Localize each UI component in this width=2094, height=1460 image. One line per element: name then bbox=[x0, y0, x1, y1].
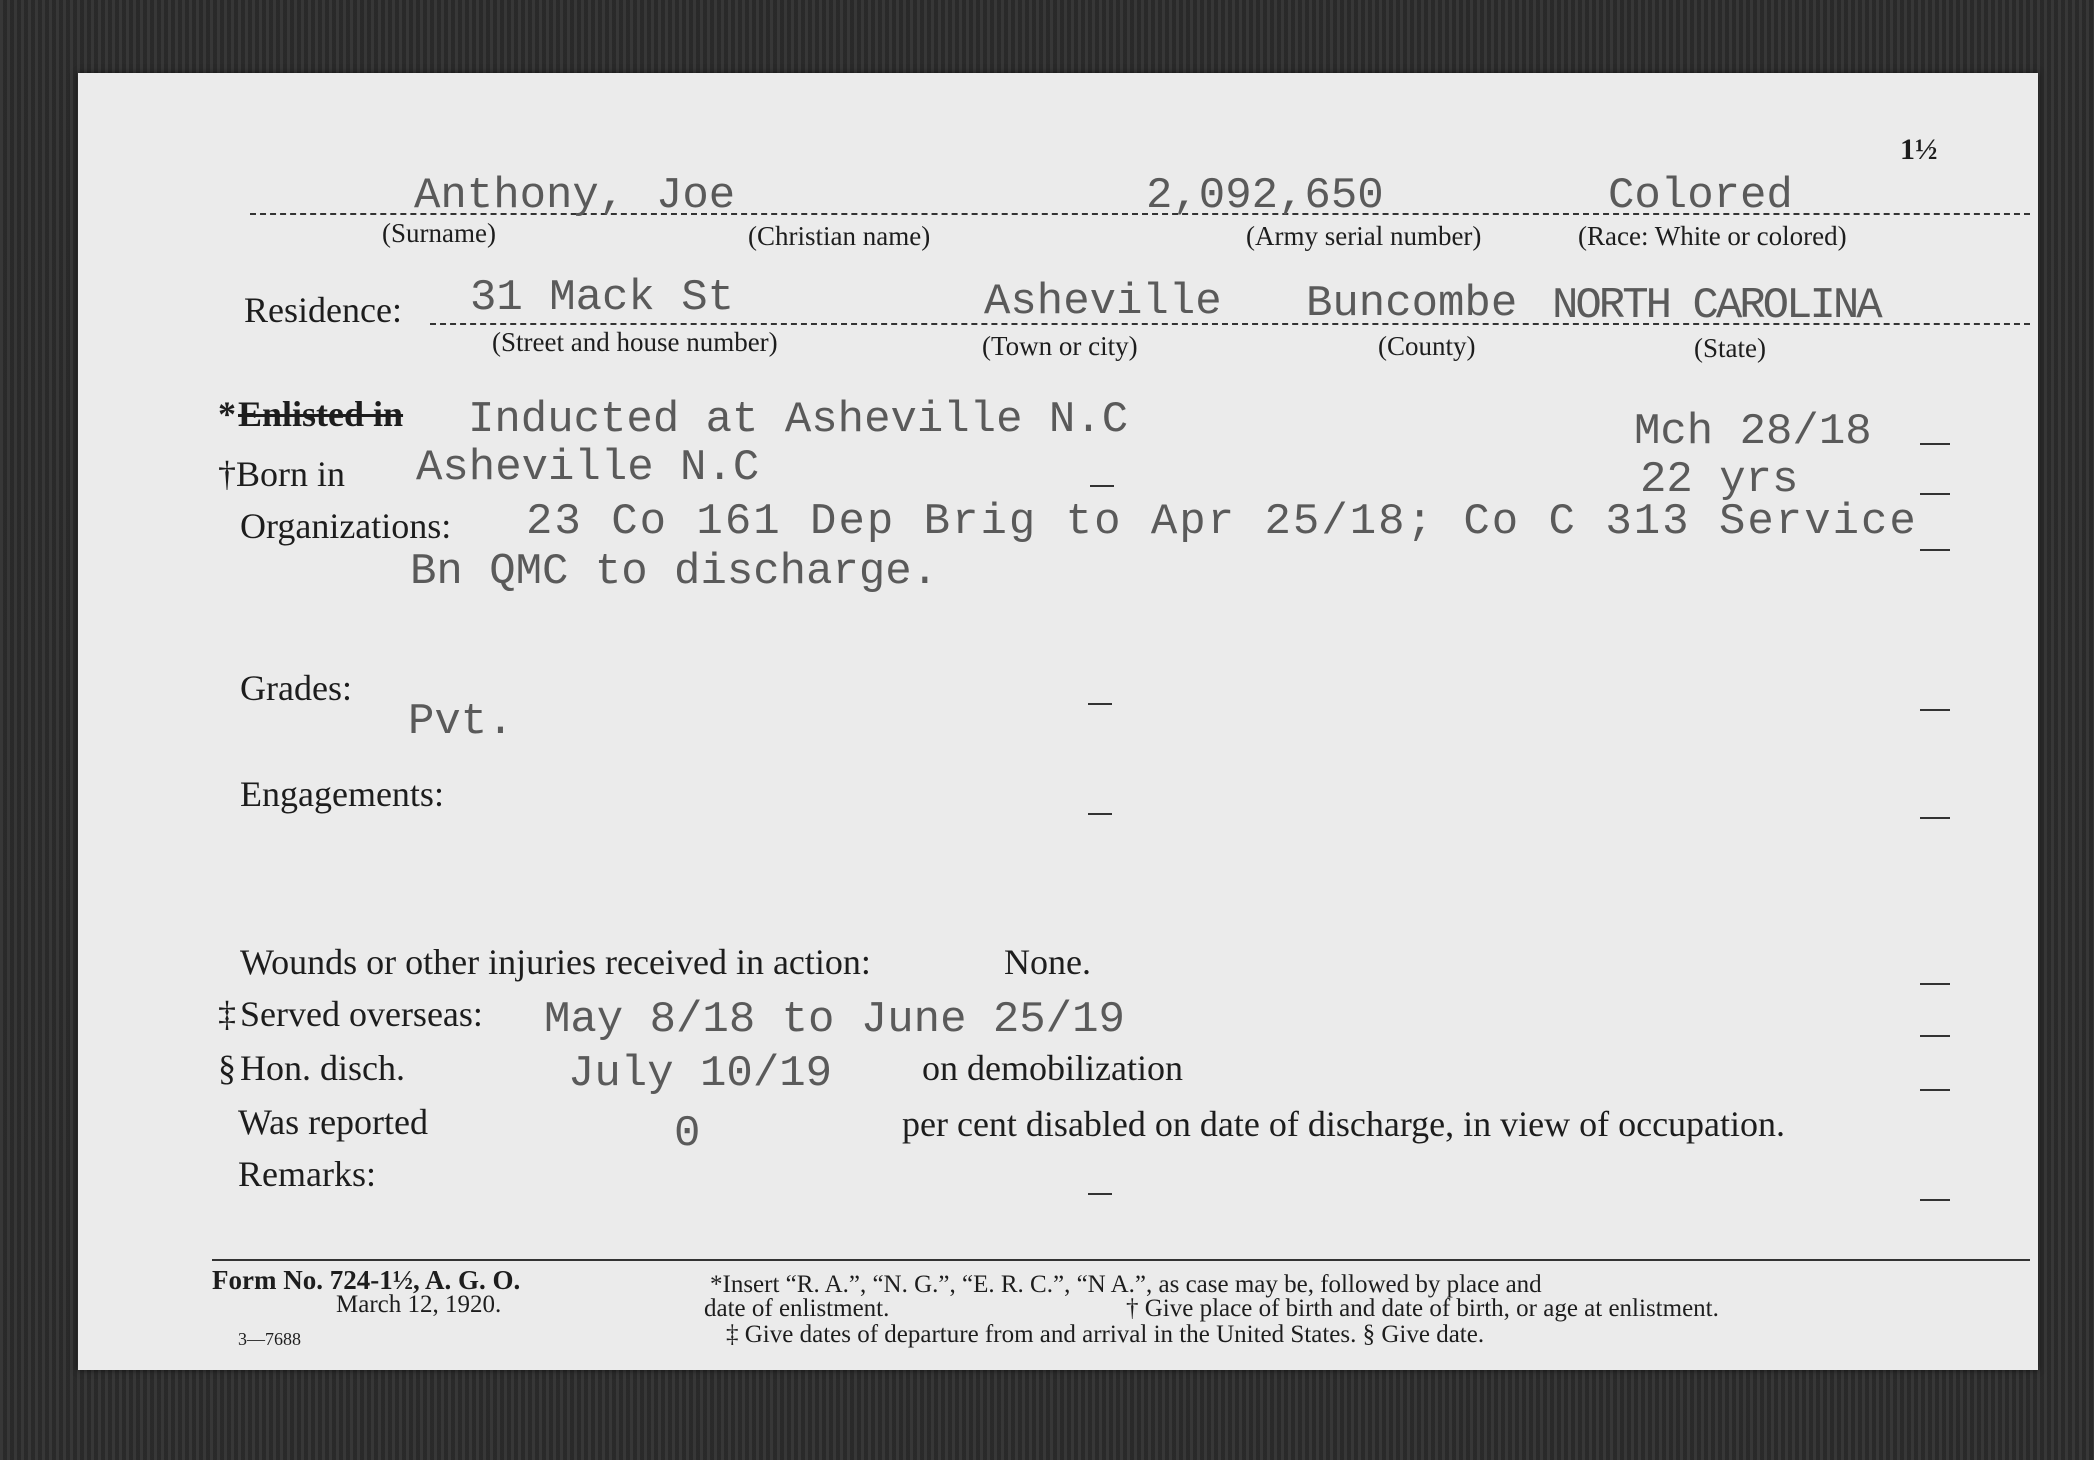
surname-caption: (Surname) bbox=[382, 218, 496, 248]
enlisted-date: Mch 28/18 bbox=[1634, 407, 1872, 457]
race-value: Colored bbox=[1608, 171, 1793, 221]
county-value: Buncombe bbox=[1306, 279, 1518, 329]
overseas-dash bbox=[1920, 1035, 1950, 1037]
enlisted-value: Inducted at Asheville N.C bbox=[468, 395, 1129, 445]
footnote-line-2a: date of enlistment. bbox=[704, 1295, 890, 1322]
born-label: Born in bbox=[236, 454, 346, 494]
service-record-card bbox=[78, 73, 2038, 1370]
town-caption: (Town or city) bbox=[982, 331, 1138, 361]
race-caption: (Race: White or colored) bbox=[1578, 221, 1847, 251]
overseas-value: May 8/18 to June 25/19 bbox=[544, 995, 1125, 1045]
street-value: 31 Mack St bbox=[470, 273, 735, 323]
organizations-label: Organizations: bbox=[240, 506, 452, 546]
reported-label: Was reported bbox=[238, 1102, 429, 1142]
discharge-date: July 10/19 bbox=[568, 1049, 833, 1099]
card-number: 1½ bbox=[1900, 133, 1938, 166]
grades-dash bbox=[1920, 709, 1950, 711]
print-code: 3—7688 bbox=[238, 1329, 301, 1349]
organizations-line-2: Bn QMC to discharge. bbox=[410, 547, 939, 597]
discharge-mark: § bbox=[218, 1048, 236, 1088]
remarks-dash bbox=[1920, 1199, 1950, 1201]
footnote-line-1: *Insert “R. A.”, “N. G.”, “E. R. C.”, “N A.”, as case may be, followed by place and bbox=[710, 1271, 1542, 1298]
wounds-label: Wounds or other injuries received in action: bbox=[240, 942, 871, 982]
organizations-dash bbox=[1920, 549, 1950, 551]
state-caption: (State) bbox=[1694, 333, 1766, 363]
army-serial-value: 2,092,650 bbox=[1146, 171, 1384, 221]
discharge-dash bbox=[1920, 1089, 1950, 1091]
overseas-label: Served overseas: bbox=[240, 994, 483, 1034]
remarks-middle-dash bbox=[1088, 1193, 1112, 1195]
christian-name-caption: (Christian name) bbox=[748, 221, 931, 251]
organizations-line-1: 23 Co 161 Dep Brig to Apr 25/18; Co C 313 Service bbox=[526, 497, 1918, 547]
state-value: NORTH CAROLINA bbox=[1552, 281, 1880, 331]
discharge-reason: on demobilization bbox=[922, 1048, 1183, 1088]
reported-text: per cent disabled on date of discharge, in view of occupation. bbox=[902, 1104, 1786, 1144]
born-middle-dash bbox=[1090, 485, 1114, 487]
born-mark: † bbox=[218, 454, 236, 494]
street-caption: (Street and house number) bbox=[492, 327, 778, 357]
army-serial-caption: (Army serial number) bbox=[1246, 221, 1482, 251]
remarks-label: Remarks: bbox=[238, 1154, 376, 1194]
enlisted-dash bbox=[1920, 443, 1950, 445]
form-date: March 12, 1920. bbox=[336, 1291, 502, 1318]
engagements-label: Engagements: bbox=[240, 774, 444, 814]
footer-rule bbox=[212, 1259, 2030, 1261]
enlisted-mark: * bbox=[218, 394, 236, 434]
christian-name-value: Joe bbox=[656, 171, 736, 221]
grades-value: Pvt. bbox=[408, 697, 514, 747]
engagements-middle-dash bbox=[1088, 813, 1112, 815]
footnote-line-2b: † Give place of birth and date of birth, or age at enlistment. bbox=[1126, 1295, 1719, 1322]
born-value: Asheville N.C bbox=[416, 443, 760, 493]
born-age: 22 yrs bbox=[1640, 455, 1799, 505]
engagements-dash bbox=[1920, 817, 1950, 819]
wounds-value: None. bbox=[1004, 942, 1091, 982]
overseas-mark: ‡ bbox=[218, 994, 236, 1034]
reported-value: 0 bbox=[674, 1109, 701, 1159]
residence-label: Residence: bbox=[244, 290, 402, 330]
grades-label: Grades: bbox=[240, 668, 352, 708]
county-caption: (County) bbox=[1378, 331, 1476, 361]
enlisted-label: Enlisted in bbox=[238, 394, 404, 434]
born-dash bbox=[1920, 493, 1950, 495]
wounds-dash bbox=[1920, 983, 1950, 985]
surname-value: Anthony, bbox=[414, 171, 626, 221]
footnote-line-3: ‡ Give dates of departure from and arrival in the United States. § Give date. bbox=[726, 1321, 1485, 1348]
town-value: Asheville bbox=[984, 277, 1222, 327]
grades-middle-dash bbox=[1088, 703, 1112, 705]
discharge-label: Hon. disch. bbox=[240, 1048, 405, 1088]
form-number: Form No. 724-1½, A. G. O. bbox=[212, 1265, 521, 1295]
